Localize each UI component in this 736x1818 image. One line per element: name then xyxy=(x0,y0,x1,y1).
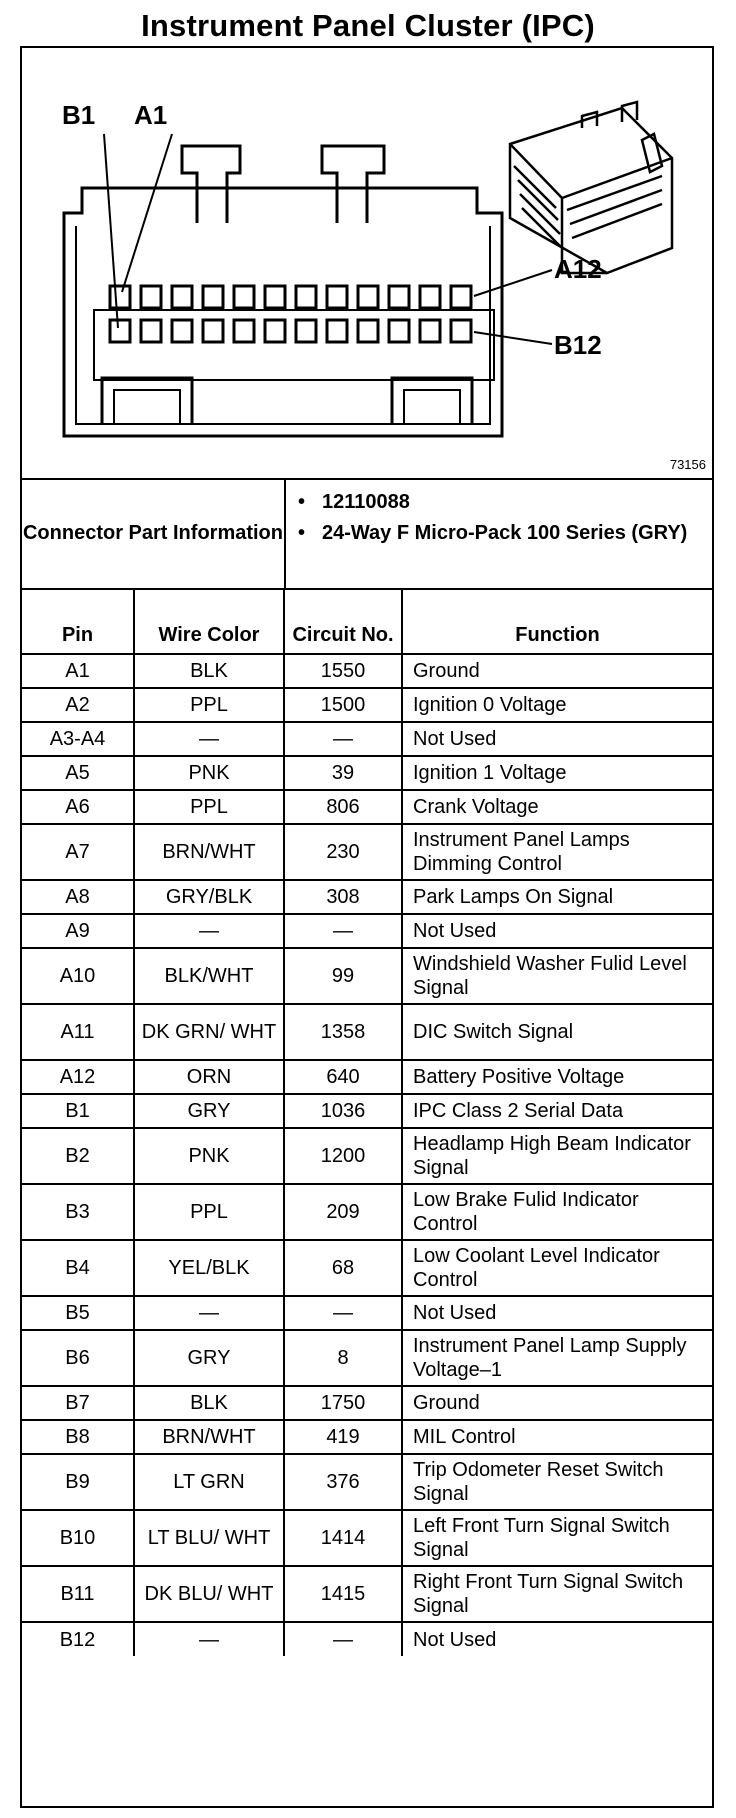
cell-circuit-no: — xyxy=(284,1296,402,1330)
cell-circuit-no: 308 xyxy=(284,880,402,914)
connector-face-drawing xyxy=(22,48,712,478)
cell-pin: A8 xyxy=(22,880,134,914)
cell-function: Not Used xyxy=(402,914,712,948)
cell-function: Not Used xyxy=(402,1622,712,1656)
part-number: 12110088 xyxy=(322,491,410,513)
cell-circuit-no: 1415 xyxy=(284,1566,402,1622)
table-row xyxy=(22,1094,712,1128)
table-row xyxy=(22,1296,712,1330)
cell-circuit-no: — xyxy=(284,1622,402,1656)
cell-wire-color: BRN/WHT xyxy=(134,824,284,880)
cell-pin: A7 xyxy=(22,824,134,880)
cell-circuit-no: 419 xyxy=(284,1420,402,1454)
cell-wire-color: PNK xyxy=(134,756,284,790)
cell-function: Ignition 1 Voltage xyxy=(402,756,712,790)
table-row xyxy=(22,790,712,824)
cell-pin: B2 xyxy=(22,1128,134,1184)
cell-function: Trip Odometer Reset Switch Signal xyxy=(402,1454,712,1510)
bullet-mark: • xyxy=(298,522,306,544)
cell-function: Instrument Panel Lamp Supply Voltage–1 xyxy=(402,1330,712,1386)
table-row xyxy=(22,688,712,722)
table-row xyxy=(22,1060,712,1094)
figure-number: 73156 xyxy=(669,457,706,472)
cell-circuit-no: 1036 xyxy=(284,1094,402,1128)
cell-function: Low Brake Fulid Indicator Control xyxy=(402,1184,712,1240)
table-row xyxy=(22,1240,712,1296)
header-circuit-no: Circuit No. xyxy=(284,588,402,654)
cell-pin: B6 xyxy=(22,1330,134,1386)
cell-function: Not Used xyxy=(402,722,712,756)
cell-function: Battery Positive Voltage xyxy=(402,1060,712,1094)
table-row xyxy=(22,1622,712,1656)
cell-pin: B1 xyxy=(22,1094,134,1128)
connector-info-heading: Connector Part Information xyxy=(22,478,286,588)
cell-function: IPC Class 2 Serial Data xyxy=(402,1094,712,1128)
cell-circuit-no: 1358 xyxy=(284,1004,402,1060)
cell-wire-color: PPL xyxy=(134,1184,284,1240)
cell-function: Not Used xyxy=(402,1296,712,1330)
cell-wire-color: DK BLU/ WHT xyxy=(134,1566,284,1622)
bullet-mark: • xyxy=(298,491,306,513)
connector-description: 24-Way F Micro-Pack 100 Series (GRY) xyxy=(322,522,688,544)
connector-part-info xyxy=(22,478,712,590)
cell-pin: A1 xyxy=(22,654,134,688)
cell-wire-color: ORN xyxy=(134,1060,284,1094)
cell-circuit-no: 68 xyxy=(284,1240,402,1296)
cell-function: Instrument Panel Lamps Dimming Control xyxy=(402,824,712,880)
cell-function: MIL Control xyxy=(402,1420,712,1454)
cell-pin: B4 xyxy=(22,1240,134,1296)
cell-pin: A9 xyxy=(22,914,134,948)
cell-circuit-no: — xyxy=(284,914,402,948)
pinout-table xyxy=(22,588,712,1656)
cell-function: Left Front Turn Signal Switch Signal xyxy=(402,1510,712,1566)
label-a1: A1 xyxy=(134,100,168,130)
cell-wire-color: GRY xyxy=(134,1330,284,1386)
page-title: Instrument Panel Cluster (IPC) xyxy=(141,8,595,43)
connector-info-item xyxy=(298,521,708,546)
cell-pin: B12 xyxy=(22,1622,134,1656)
cell-circuit-no: 806 xyxy=(284,790,402,824)
cell-pin: B10 xyxy=(22,1510,134,1566)
cell-function: Low Coolant Level Indicator Control xyxy=(402,1240,712,1296)
cell-wire-color: — xyxy=(134,914,284,948)
cell-function: Headlamp High Beam Indicator Signal xyxy=(402,1128,712,1184)
table-row xyxy=(22,1454,712,1510)
cell-pin: A11 xyxy=(22,1004,134,1060)
header-wire-color: Wire Color xyxy=(134,588,284,654)
cell-wire-color: BLK/WHT xyxy=(134,948,284,1004)
label-b12: B12 xyxy=(554,330,602,360)
cell-wire-color: BLK xyxy=(134,1386,284,1420)
table-row xyxy=(22,1510,712,1566)
cell-function: Ignition 0 Voltage xyxy=(402,688,712,722)
cell-circuit-no: — xyxy=(284,722,402,756)
cell-wire-color: — xyxy=(134,1296,284,1330)
table-row xyxy=(22,1330,712,1386)
cell-wire-color: GRY xyxy=(134,1094,284,1128)
cell-wire-color: PPL xyxy=(134,688,284,722)
cell-wire-color: LT GRN xyxy=(134,1454,284,1510)
cell-pin: A3-A4 xyxy=(22,722,134,756)
table-row xyxy=(22,824,712,880)
cell-function: Right Front Turn Signal Switch Signal xyxy=(402,1566,712,1622)
cell-function: Park Lamps On Signal xyxy=(402,880,712,914)
cell-pin: B9 xyxy=(22,1454,134,1510)
cell-circuit-no: 376 xyxy=(284,1454,402,1510)
cell-wire-color: — xyxy=(134,1622,284,1656)
table-row xyxy=(22,1128,712,1184)
cell-circuit-no: 640 xyxy=(284,1060,402,1094)
cell-wire-color: GRY/BLK xyxy=(134,880,284,914)
cell-wire-color: YEL/BLK xyxy=(134,1240,284,1296)
cell-pin: B5 xyxy=(22,1296,134,1330)
connector-info-list xyxy=(298,490,708,552)
table-row xyxy=(22,722,712,756)
table-row xyxy=(22,756,712,790)
cell-circuit-no: 230 xyxy=(284,824,402,880)
cell-function: Ground xyxy=(402,654,712,688)
connector-diagram xyxy=(22,48,712,480)
cell-pin: A10 xyxy=(22,948,134,1004)
label-a12: A12 xyxy=(554,254,602,284)
cell-circuit-no: 1500 xyxy=(284,688,402,722)
cell-circuit-no: 1750 xyxy=(284,1386,402,1420)
cell-circuit-no: 99 xyxy=(284,948,402,1004)
cell-pin: A12 xyxy=(22,1060,134,1094)
table-header-row xyxy=(22,588,712,654)
cell-circuit-no: 1200 xyxy=(284,1128,402,1184)
table-row xyxy=(22,1004,712,1060)
cell-pin: B7 xyxy=(22,1386,134,1420)
cell-wire-color: LT BLU/ WHT xyxy=(134,1510,284,1566)
header-pin: Pin xyxy=(22,588,134,654)
cell-wire-color: PPL xyxy=(134,790,284,824)
cell-pin: B8 xyxy=(22,1420,134,1454)
cell-function: Windshield Washer Fulid Level Signal xyxy=(402,948,712,1004)
cell-circuit-no: 209 xyxy=(284,1184,402,1240)
cell-pin: A2 xyxy=(22,688,134,722)
cell-circuit-no: 39 xyxy=(284,756,402,790)
cell-wire-color: BLK xyxy=(134,654,284,688)
table-row xyxy=(22,880,712,914)
table-row xyxy=(22,654,712,688)
table-row xyxy=(22,1420,712,1454)
table-row xyxy=(22,948,712,1004)
table-row xyxy=(22,1566,712,1622)
cell-wire-color: PNK xyxy=(134,1128,284,1184)
cell-wire-color: — xyxy=(134,722,284,756)
cell-circuit-no: 1414 xyxy=(284,1510,402,1566)
table-row xyxy=(22,1386,712,1420)
cell-function: DIC Switch Signal xyxy=(402,1004,712,1060)
cell-pin: B11 xyxy=(22,1566,134,1622)
label-b1: B1 xyxy=(62,100,96,130)
table-row xyxy=(22,914,712,948)
table-row xyxy=(22,1184,712,1240)
connector-sheet xyxy=(20,46,714,1808)
cell-wire-color: DK GRN/ WHT xyxy=(134,1004,284,1060)
cell-pin: A6 xyxy=(22,790,134,824)
cell-circuit-no: 8 xyxy=(284,1330,402,1386)
connector-info-item xyxy=(298,490,708,515)
cell-circuit-no: 1550 xyxy=(284,654,402,688)
cell-pin: A5 xyxy=(22,756,134,790)
cell-pin: B3 xyxy=(22,1184,134,1240)
cell-function: Ground xyxy=(402,1386,712,1420)
cell-function: Crank Voltage xyxy=(402,790,712,824)
cell-wire-color: BRN/WHT xyxy=(134,1420,284,1454)
header-function: Function xyxy=(402,588,712,654)
